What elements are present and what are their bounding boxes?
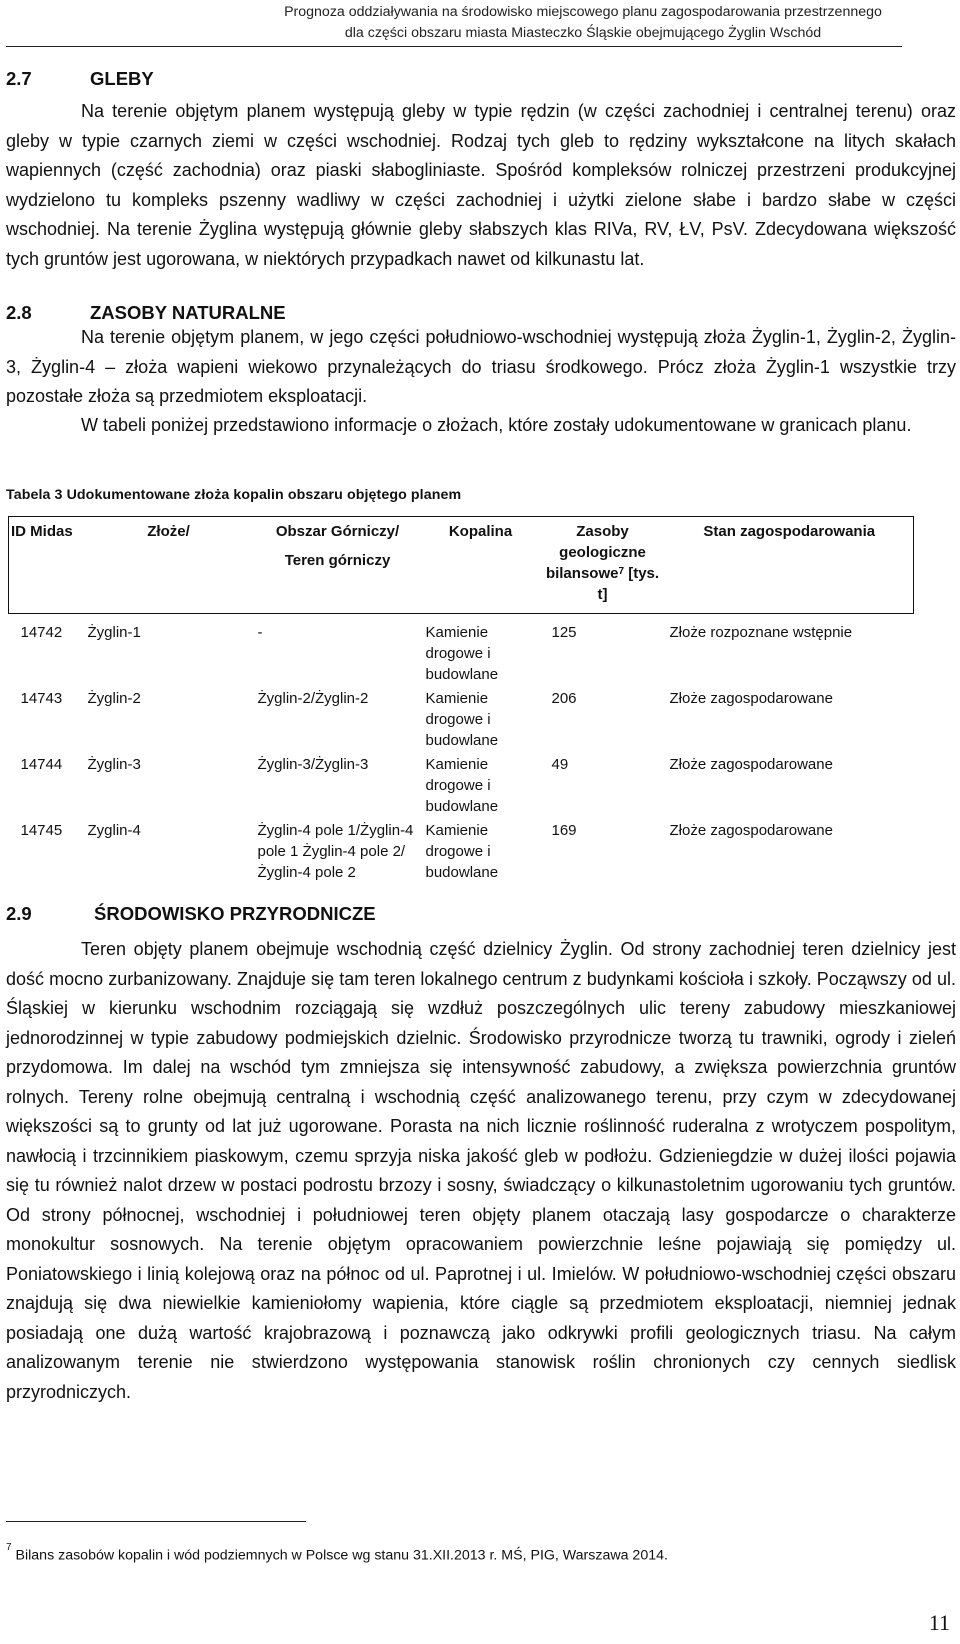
cell-mineral: Kamienie drogowe i budowlane bbox=[425, 756, 499, 815]
section-title: GLEBY bbox=[90, 68, 154, 89]
header-status: Stan zagospodarowania bbox=[703, 523, 876, 540]
cell-id: 14745 bbox=[20, 822, 63, 839]
cell-status: Złoże zagospodarowane bbox=[669, 690, 833, 707]
cell-deposit: Zyglin-4 bbox=[87, 822, 141, 839]
cell-area: Żyglin-4 pole 1/Żyglin-4 pole 1 Żyglin-4 pole 2/Żyglin-4 pole 2 bbox=[257, 822, 414, 881]
table-header-row bbox=[9, 517, 914, 614]
paragraph-text: W tabeli poniżej przedstawiono informacje o złożach, które zostały udokumentowane w granicach planu. bbox=[81, 415, 912, 435]
paragraph-gleby bbox=[6, 97, 956, 274]
section-heading-zasoby bbox=[6, 301, 286, 325]
section-heading-gleby bbox=[6, 67, 154, 91]
section-heading-srodowisko bbox=[6, 902, 376, 926]
table-row bbox=[9, 688, 914, 754]
section-number: 2.7 bbox=[6, 68, 32, 89]
paragraph-text: Na terenie objętym planem występują gleby w typie rędzin (w części zachodniej i centralnej terenu) oraz gleby w typie czarnych ziemi w części wschodniej. Rodzaj tych gleb to rędziny wykształcone na litych skałach wapiennych (część zachodnia) oraz piaski słabogliniaste. Spośród kompleksów rolniczej przestrzeni produkcyjnej wydzielono tu kompleks pszenny wadliwy w części zachodniej i użytki zielone słabe i bardzo słabe w części wschodniej. Na terenie Żyglina występują głównie gleby słabszych klas RIVa, RV, ŁV, PsV. Zdecydowana większość tych gruntów jest ugorowana, w niektórych przypadkach nawet od kilkunastu lat. bbox=[6, 101, 956, 269]
footnote-marker: 7 bbox=[6, 1542, 12, 1553]
cell-status: Złoże rozpoznane wstępnie bbox=[669, 624, 853, 641]
cell-status: Złoże zagospodarowane bbox=[669, 822, 833, 839]
cell-deposit: Żyglin-1 bbox=[87, 624, 141, 641]
cell-status: Złoże zagospodarowane bbox=[669, 756, 833, 773]
table-row bbox=[9, 820, 914, 886]
cell-id: 14742 bbox=[20, 624, 63, 641]
footnote-divider bbox=[6, 1521, 306, 1522]
table-row bbox=[9, 754, 914, 820]
page-header bbox=[263, 2, 903, 44]
header-area-line1: Obszar Górniczy/ bbox=[275, 523, 400, 540]
paragraph-text: Teren objęty planem obejmuje wschodnią część dzielnicy Żyglin. Od strony zachodniej teren dzielnicy jest dość mocno zurbanizowany. Znajduje się tam teren lokalnego centrum z budynkami kościoła i szkoły. Począwszy od ul. Śląskiej w kierunku wschodnim rozciągają się wzdłuż poszczególnych ulic tereny zabudowy mieszkaniowej jednorodzinnej w typie zabudowy podmiejskich dzielnic. Środowisko przyrodnicze tworzą tu trawniki, ogrody i zieleń przydomowa. Im dalej na wschód tym zmniejsza się intensywność zabudowy, a zwiększa powierzchnia gruntów rolnych. Tereny rolne obejmują centralną i wschodnią część analizowanego terenu, przy czym w zdecydowanej większości są to grunty od lat już ugorowane. Porasta na nich licznie roślinność ruderalna z wrotyczem pospolitym, nawłocią i trzcinnikiem piaskowym, czemu sprzyja niska jakość gleb w podłożu. Gdzieniegdzie w dużej ilości pojawia się tu również nalot drzew w postaci podrostu brzozy i sosny, świadczący o kilkunastoletnim ugorowaniu tych gruntów. Od strony północnej, wschodniej i południowej teren objęty planem otaczają lasy gospodarcze o charakterze monokultur sosnowych. Na terenie objętym opracowaniem powierzchnie leśne pojawiają się pomiędzy ul. Poniatowskiego i linią kolejową oraz na północ od ul. Paprotnej i ul. Imielów. W południowo-wschodniej części obszaru znajdują się dwa niewielkie kamieniołomy wapienia, które ciągle są przedmiotem eksploatacji, niemniej jednak posiadają one dużą wartość krajobrazową i poznawczą jako odkrywki profili geologicznych triasu. Na całym analizowanym terenie nie stwierdzono występowania stanowisk roślin chronionych czy cennych siedlisk przyrodniczych. bbox=[6, 939, 956, 1402]
footnote-ref: 7 bbox=[618, 566, 625, 577]
header-reserves-text: Zasoby geologiczne bilansowe bbox=[545, 523, 646, 582]
header-divider bbox=[6, 46, 902, 47]
footnote bbox=[6, 1543, 668, 1565]
paragraph-zasoby-2 bbox=[6, 411, 956, 441]
cell-reserves: 206 bbox=[551, 690, 577, 707]
section-title: ŚRODOWISKO PRZYRODNICZE bbox=[94, 903, 376, 924]
header-id: ID Midas bbox=[11, 523, 73, 540]
cell-deposit: Żyglin-3 bbox=[87, 756, 141, 773]
cell-area: Żyglin-3/Żyglin-3 bbox=[257, 756, 369, 773]
header-line-2: dla części obszaru miasta Miasteczko Śląskie obejmującego Żyglin Wschód bbox=[344, 25, 822, 41]
cell-mineral: Kamienie drogowe i budowlane bbox=[425, 690, 499, 749]
page-number: 11 bbox=[928, 1610, 950, 1635]
cell-reserves: 169 bbox=[551, 822, 577, 839]
cell-id: 14743 bbox=[20, 690, 63, 707]
deposits-table bbox=[8, 516, 914, 886]
header-line-1: Prognoza oddziaływania na środowisko miejscowego planu zagospodarowania przestrzennego bbox=[284, 4, 882, 20]
table-caption: Tabela 3 Udokumentowane złoża kopalin obszaru objętego planem bbox=[6, 487, 462, 503]
cell-reserves: 125 bbox=[551, 624, 577, 641]
header-area bbox=[254, 517, 422, 614]
cell-id: 14744 bbox=[20, 756, 63, 773]
cell-area: - bbox=[257, 624, 263, 641]
cell-area: Żyglin-2/Żyglin-2 bbox=[257, 690, 369, 707]
section-title: ZASOBY NATURALNE bbox=[90, 302, 286, 323]
paragraph-srodowisko bbox=[6, 935, 956, 1407]
paragraph-zasoby-1 bbox=[6, 323, 956, 412]
header-area-line2: Teren górniczy bbox=[284, 552, 391, 569]
paragraph-text: Na terenie objętym planem, w jego części południowo-wschodniej występują złoża Żyglin-1, Żyglin-2, Żyglin-3, Żyglin-4 – złoża wapieni wiekowo przynależących do triasu środkowego. Prócz złoża Żyglin-1 wszystkie trzy pozostałe złoża są przedmiotem eksploatacji. bbox=[6, 327, 956, 406]
header-deposit: Złoże/ bbox=[147, 523, 190, 540]
cell-mineral: Kamienie drogowe i budowlane bbox=[425, 822, 499, 881]
header-reserves-unit: [tys. t] bbox=[597, 565, 660, 603]
header-mineral: Kopalina bbox=[448, 523, 513, 540]
cell-reserves: 49 bbox=[551, 756, 569, 773]
cell-mineral: Kamienie drogowe i budowlane bbox=[425, 624, 499, 683]
section-number: 2.8 bbox=[6, 302, 32, 323]
cell-deposit: Żyglin-2 bbox=[87, 690, 141, 707]
table-row bbox=[9, 614, 914, 689]
footnote-text: Bilans zasobów kopalin i wód podziemnych w Polsce wg stanu 31.XII.2013 r. MŚ, PIG, Warszawa 2014. bbox=[15, 1547, 668, 1564]
header-reserves bbox=[540, 517, 666, 614]
section-number: 2.9 bbox=[6, 903, 32, 924]
